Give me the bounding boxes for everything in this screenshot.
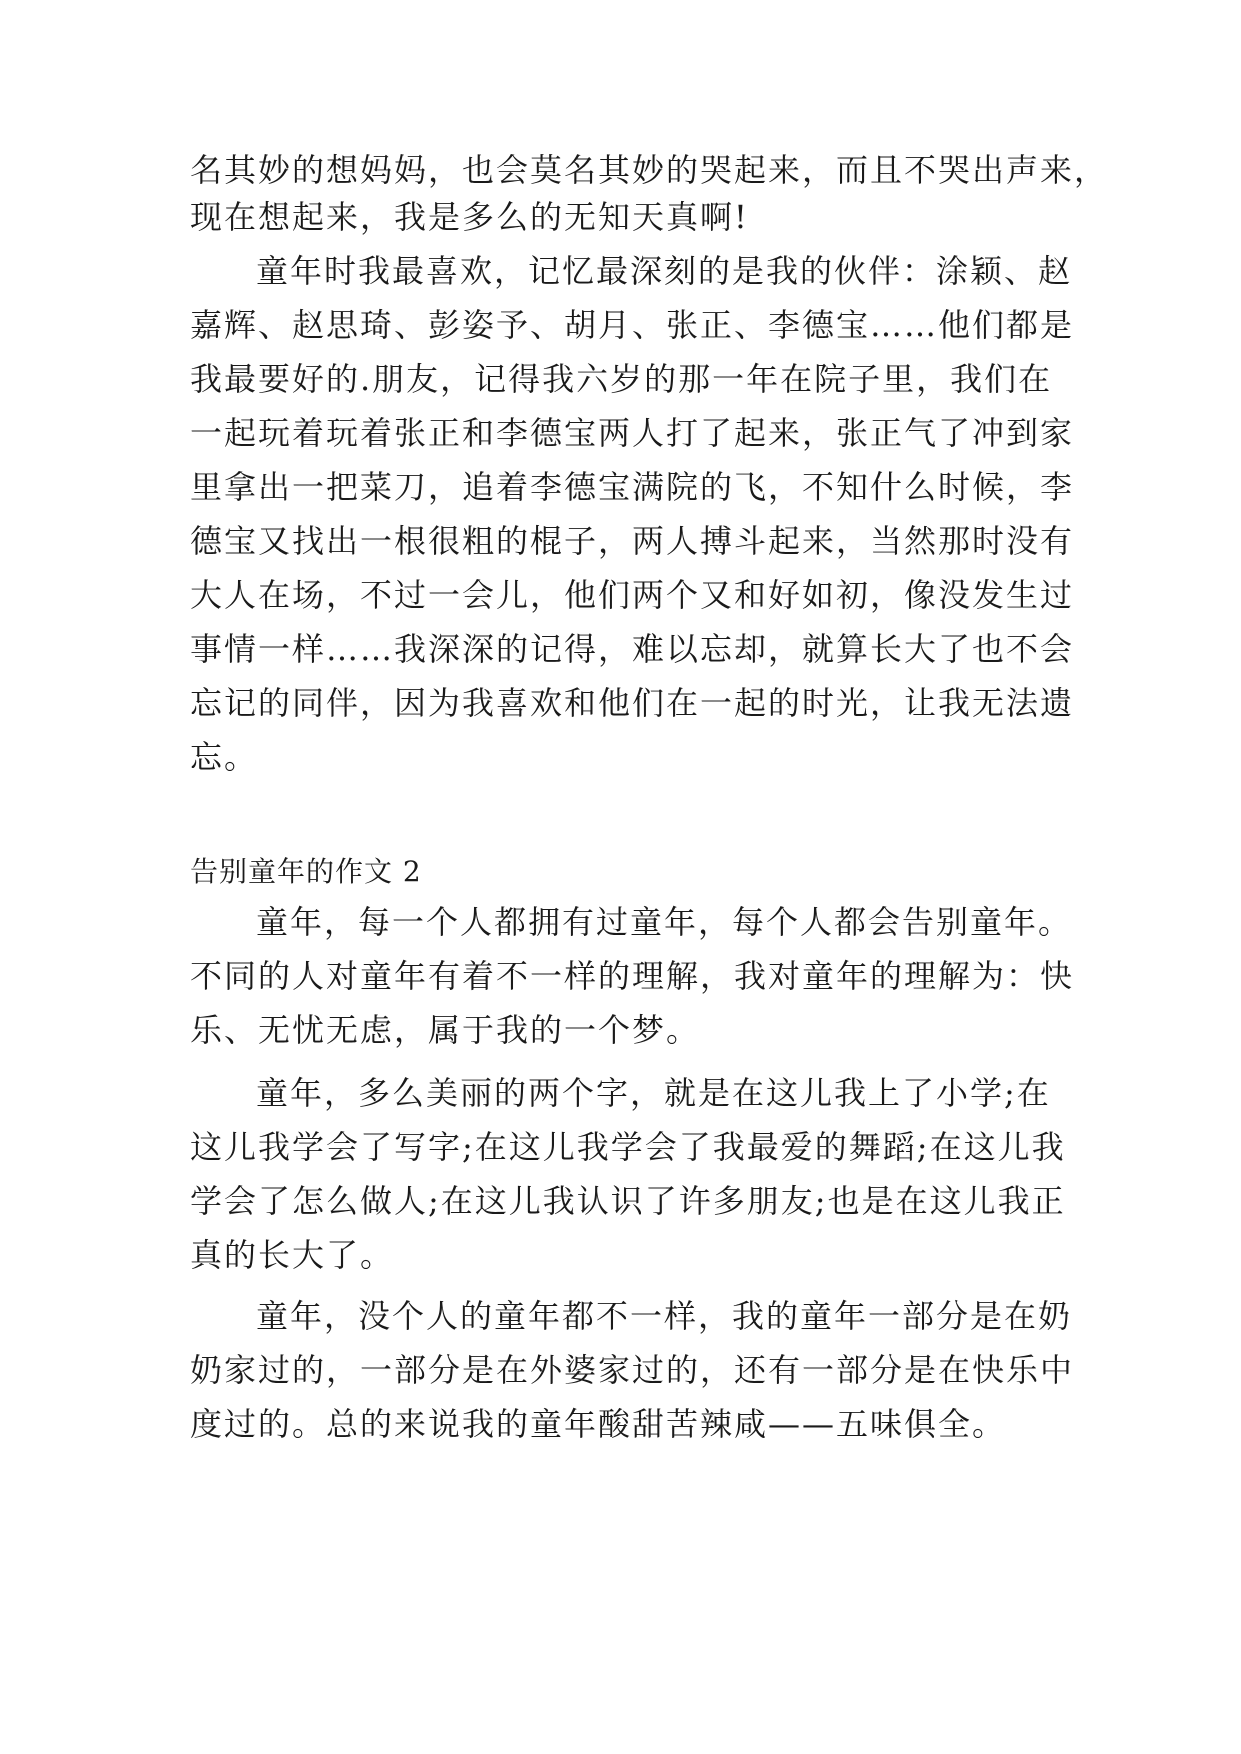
paragraph-line: 一起玩着玩着张正和李德宝两人打了起来，张正气了冲到家 [190, 414, 1075, 452]
paragraph-line: 忘。 [190, 738, 259, 776]
paragraph-line: 童年时我最喜欢，记忆最深刻的是我的伙伴：涂颖、赵 [256, 252, 1073, 290]
paragraph-line: 大人在场，不过一会儿，他们两个又和好如初，像没发生过 [190, 576, 1075, 614]
paragraph-line: 童年，多么美丽的两个字，就是在这儿我上了小学;在 [256, 1074, 1051, 1112]
paragraph-line: 乐、无忧无虑，属于我的一个梦。 [190, 1011, 701, 1049]
section-heading: 告别童年的作文 2 [190, 855, 422, 888]
paragraph-line: 名其妙的想妈妈，也会莫名其妙的哭起来，而且不哭出声来， [190, 151, 1109, 189]
paragraph-line: 奶家过的，一部分是在外婆家过的，还有一部分是在快乐中 [190, 1351, 1075, 1389]
paragraph-line: 现在想起来，我是多么的无知天真啊! [190, 198, 749, 236]
paragraph-line: 德宝又找出一根很粗的棍子，两人搏斗起来，当然那时没有 [190, 522, 1075, 560]
paragraph-line: 度过的。总的来说我的童年酸甜苦辣咸——五味俱全。 [190, 1405, 1007, 1443]
paragraph-line: 童年，没个人的童年都不一样，我的童年一部分是在奶 [256, 1297, 1073, 1335]
paragraph-line: 这儿我学会了写字;在这儿我学会了我最爱的舞蹈;在这儿我 [190, 1128, 1066, 1166]
paragraph-line: 不同的人对童年有着不一样的理解，我对童年的理解为：快 [190, 957, 1075, 995]
paragraph-line: 童年，每一个人都拥有过童年，每个人都会告别童年。 [256, 903, 1073, 941]
paragraph-line: 我最要好的.朋友，记得我六岁的那一年在院子里，我们在 [190, 360, 1053, 398]
paragraph-line: 学会了怎么做人;在这儿我认识了许多朋友;也是在这儿我正 [190, 1182, 1066, 1220]
paragraph-line: 里拿出一把菜刀，追着李德宝满院的飞，不知什么时候，李 [190, 468, 1075, 506]
paragraph-line: 真的长大了。 [190, 1236, 395, 1274]
paragraph-line: 嘉辉、赵思琦、彭姿予、胡月、张正、李德宝……他们都是 [190, 306, 1075, 344]
paragraph-line: 事情一样……我深深的记得，难以忘却，就算长大了也不会 [190, 630, 1075, 668]
paragraph-line: 忘记的同伴，因为我喜欢和他们在一起的时光，让我无法遗 [190, 684, 1075, 722]
